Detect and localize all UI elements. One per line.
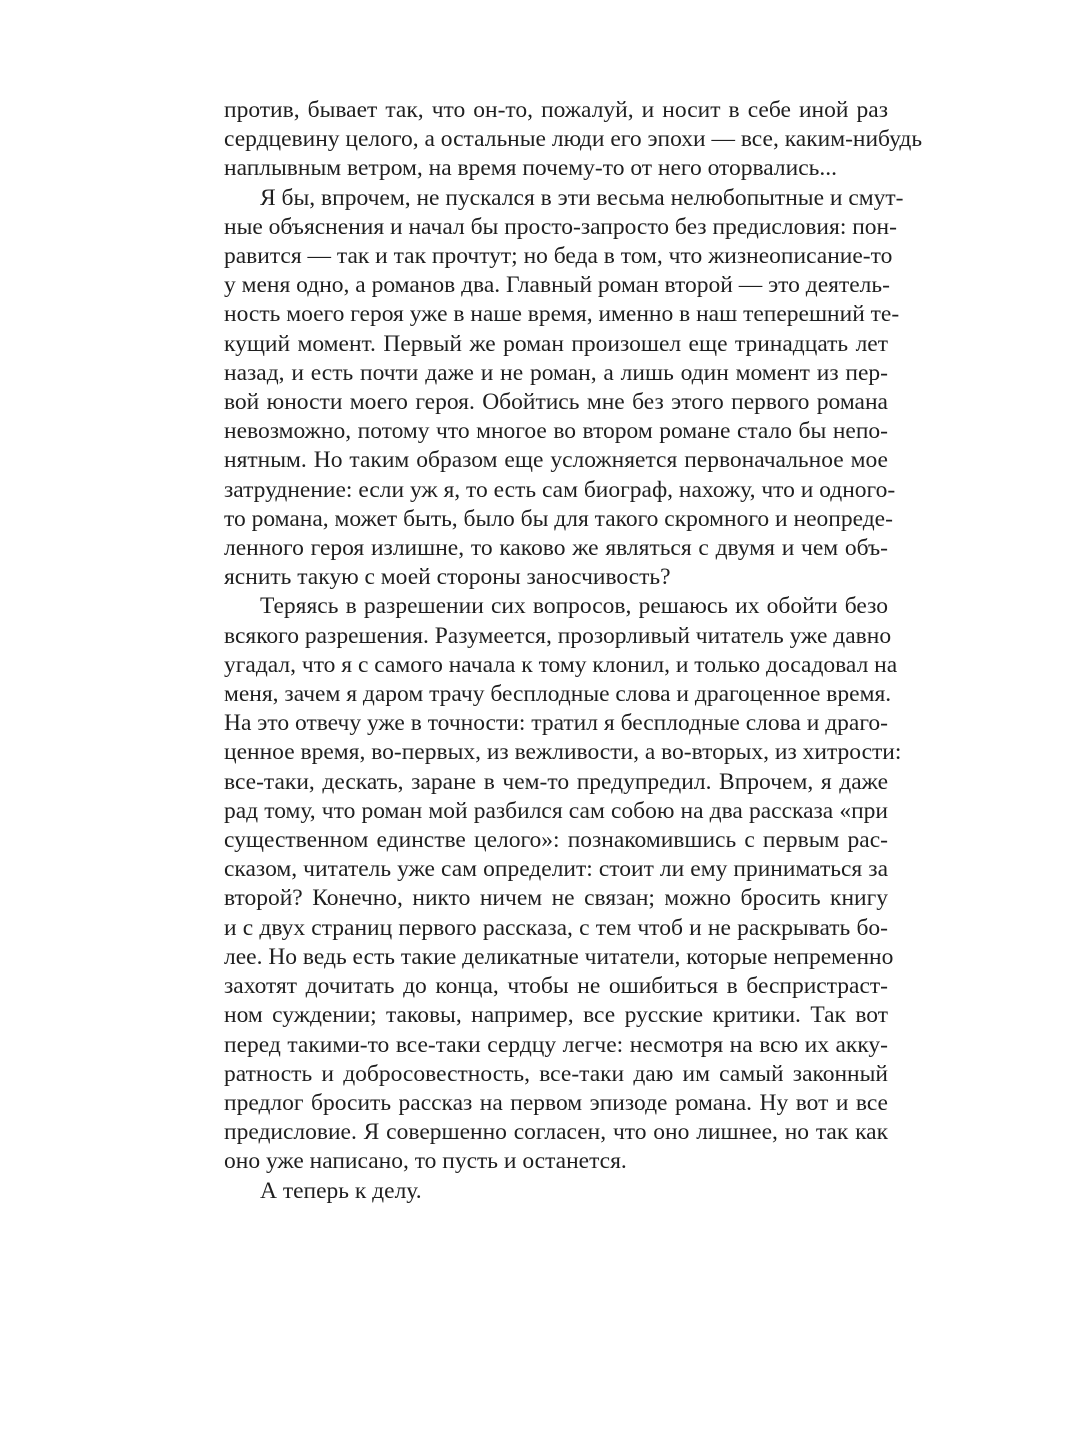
text-line: предисловие. Я совершенно согласен, что оно лишнее, но так как [224,1119,888,1146]
text-line: рад тому, что роман мой разбился сам собою на два рассказа «при [224,797,888,824]
text-line: меня, зачем я даром трачу бесплодные слова и драгоценное время. [224,681,892,708]
text-line: существенном единстве целого»: познакомившись с первым рас- [224,827,888,854]
paragraph [224,184,904,593]
text-line: ленного героя излишне, то каково же являться с двумя и чем объ- [224,535,888,562]
text-line: захотят дочитать до конца, чтобы не ошибиться в беспристраст- [224,973,888,1000]
text-line: всякого разрешения. Разумеется, прозорливый читатель уже давно [224,622,892,649]
text-line: все-таки, дескать, заране в чем-то предупредил. Впрочем, я даже [224,768,888,795]
text-line: назад, и есть почти даже и не роман, а лишь один момент из пер- [224,359,888,386]
text-line: Теряясь в разрешении сих вопросов, решаюсь их обойти безо [260,593,888,620]
text-line: против, бывает так, что он-то, пожалуй, и носит в себе иной раз [224,97,888,123]
text-line: ные объяснения и начал бы просто-запросто без предисловия: пон- [224,213,897,240]
text-line: вой юности моего героя. Обойтись мне без этого первого романа [224,389,888,416]
text-line: равится — так и так прочтут; но беда в том, что жизнеописание-то [224,243,893,270]
text-line: невозможно, потому что многое во втором романе стало бы непо- [224,418,888,445]
text-line: у меня одно, а романов два. Главный роман второй — это деятель- [224,272,890,299]
text-line: предлог бросить рассказ на первом эпизоде романа. Ну вот и все [224,1089,888,1116]
text-line: кущий момент. Первый же роман произошел еще тринадцать лет [224,330,888,357]
text-line: Я бы, впрочем, не пускался в эти весьма нелюбопытные и смут- [260,184,904,211]
text-line: нятным. Но таким образом еще усложняется первоначальное мое [224,447,888,474]
text-line: оно уже написано, то пусть и останется. [224,1148,627,1175]
text-line: ном суждении; таковы, например, все русские критики. Так вот [224,1002,888,1029]
text-line: На это отвечу уже в точности: тратил я бесплодные слова и драго- [224,710,888,737]
text-line: то романа, может быть, было бы для такого скромного и неопреде- [224,505,893,532]
text-line: ценное время, во-первых, из вежливости, а во-вторых, из хитрости: [224,739,902,766]
text-line: затруднение: если уж я, то есть сам биограф, нахожу, что и одного- [224,476,896,503]
paragraph [224,592,902,1176]
text-line: угадал, что я с самого начала к тому клонил, и только досадовал на [224,651,898,678]
text-line: сказом, читатель уже сам определит: стоит ли ему приниматься за [224,856,888,883]
text-line: ратность и добросовестность, все-таки даю им самый законный [224,1060,888,1087]
paragraph [224,96,923,184]
text-line: яснить такую с моей стороны заносчивость? [224,564,671,591]
text-line: наплывным ветром, на время почему-то от него оторвались... [224,155,837,182]
paragraph [224,1177,888,1206]
body-text [224,96,923,1206]
text-line: сердцевину целого, а остальные люди его эпохи — все, каким-нибудь [224,126,923,153]
text-line: перед такими-то все-таки сердцу легче: несмотря на всю их акку- [224,1031,888,1058]
text-line: второй? Конечно, никто ничем не связан; можно бросить книгу [224,885,888,912]
text-line: ность моего героя уже в наше время, именно в наш теперешний те- [224,301,900,328]
text-line: и с двух страниц первого рассказа, с тем чтоб и не раскрывать бо- [224,914,888,941]
text-line: лее. Но ведь есть такие деликатные читатели, которые непременно [224,943,894,970]
text-line: А теперь к делу. [260,1177,422,1204]
